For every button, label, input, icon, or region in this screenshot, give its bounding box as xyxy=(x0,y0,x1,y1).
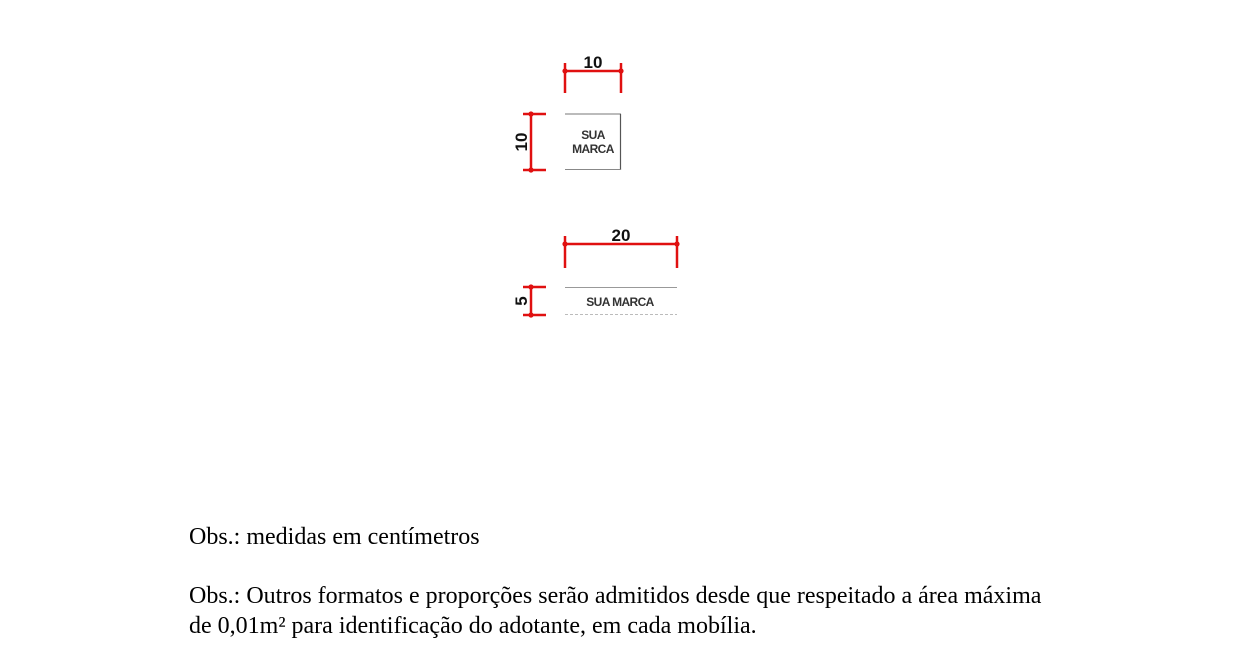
strip-width-label: 20 xyxy=(611,226,631,245)
square-height-label: 10 xyxy=(512,132,531,152)
square-plaque-group xyxy=(512,53,624,173)
units-note: Obs.: medidas em centímetros xyxy=(189,524,480,550)
strip-plaque-group xyxy=(512,226,680,318)
square-brand-line-1: SUA xyxy=(581,128,605,142)
strip-height-label: 5 xyxy=(512,296,531,306)
formats-note-line-1: Obs.: Outros formatos e proporções serão admitidos desde que respeitado a área máxima xyxy=(189,583,1042,609)
strip-brand-text: SUA MARCA xyxy=(586,295,654,309)
formats-note xyxy=(189,581,1089,641)
formats-note-line-2: de 0,01m² para identificação do adotante, em cada mobília. xyxy=(189,613,757,639)
square-brand-line-2: MARCA xyxy=(572,142,614,156)
square-width-label: 10 xyxy=(583,53,603,72)
